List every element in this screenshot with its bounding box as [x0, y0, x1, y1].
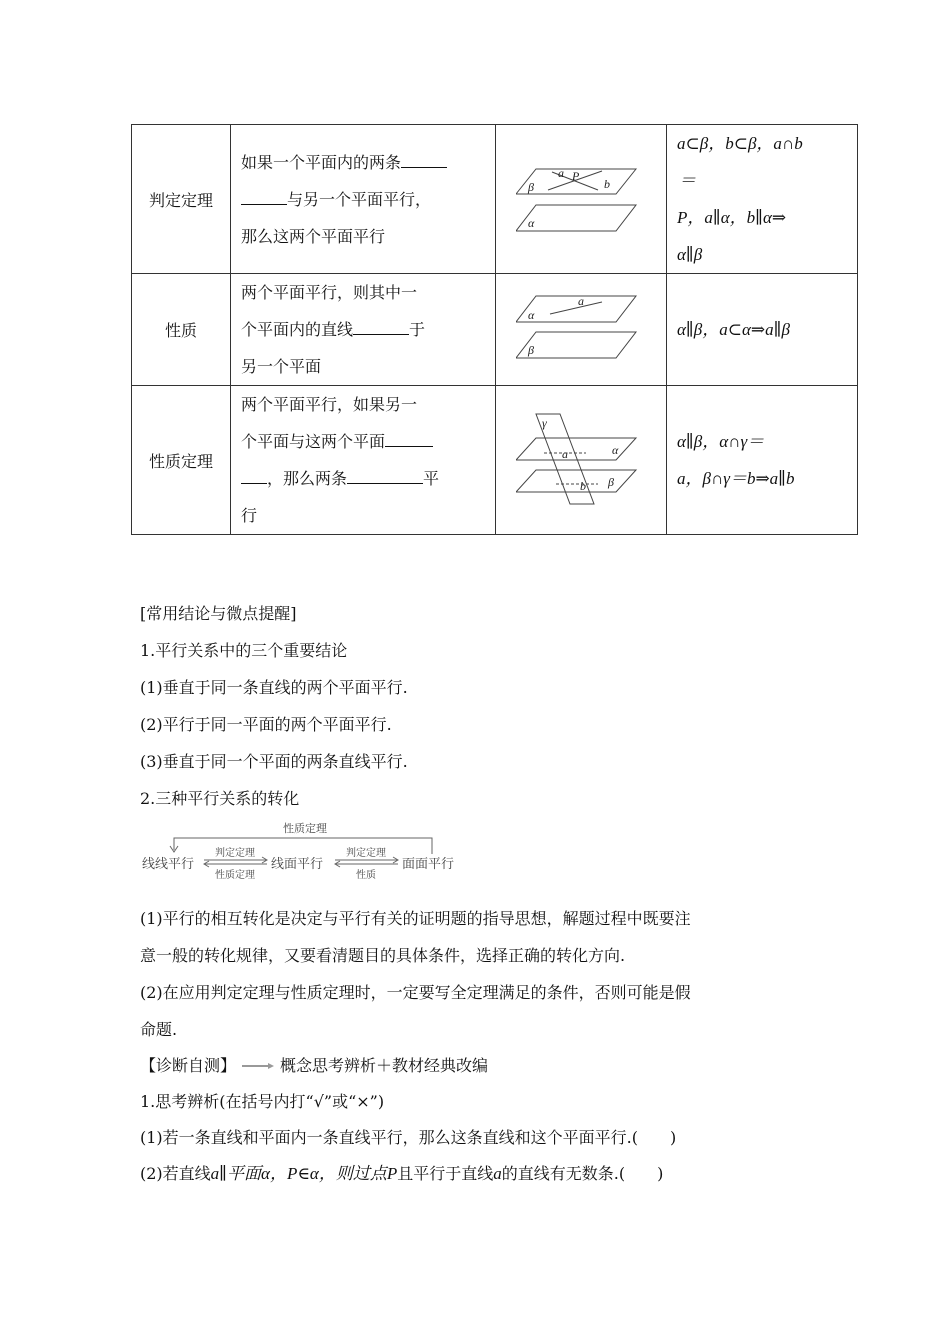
svg-text:a: a	[558, 166, 564, 180]
row-content: 如果一个平面内的两条 与另一个平面平行， 那么这两个平面平行	[231, 125, 496, 274]
parallel-relations-flow-diagram	[140, 818, 470, 884]
diagnosis-heading: 【诊断自测】 概念思考辨析＋教材经典改编	[140, 1056, 489, 1075]
svg-text:α: α	[612, 443, 619, 457]
flow-top-label: 性质定理	[283, 823, 327, 835]
formula-cell: α∥β，a⊂α⇒a∥β	[667, 274, 858, 386]
fill-blank	[347, 465, 423, 484]
svg-text:P: P	[572, 169, 580, 183]
svg-text:β: β	[528, 180, 534, 194]
flow-node: 线面平行	[271, 856, 324, 871]
question-item: (1)若一条直线和平面内一条直线平行，那么这条直线和这个平面平行.( )	[140, 1128, 677, 1147]
figure-cell	[496, 386, 667, 535]
item1-point: (1)垂直于同一条直线的两个平面平行.	[140, 678, 408, 697]
question-item: (2)若直线a∥平面α，P∈α，则过点P且平行于直线a的直线有无数条.( )	[140, 1164, 664, 1183]
row-content: 两个平面平行，则其中一 个平面内的直线 于 另一个平面	[231, 274, 496, 386]
table-row	[132, 386, 858, 535]
svg-text:β: β	[608, 475, 614, 489]
row-content: 两个平面平行，如果另一 个平面与这两个平面 ，那么两条 平 行	[231, 386, 496, 535]
note-paragraph-2: (2)在应用判定定理与性质定理时，一定要写全定理满足的条件，否则可能是假 命题.	[140, 983, 691, 1039]
item2-title: 2.三种平行关系的转化	[140, 789, 300, 808]
figure-cell	[496, 274, 667, 386]
formula-cell: a⊂β，b⊂β，a∩b ＝ P，a∥α，b∥α⇒ α∥β	[667, 125, 858, 274]
section-title: [常用结论与微点提醒]	[140, 604, 297, 623]
item1-point: (2)平行于同一平面的两个平面平行.	[140, 715, 392, 734]
svg-text:a: a	[562, 447, 568, 461]
row-title: 性质定理	[132, 386, 231, 535]
third-plane-cutting-figure	[516, 408, 646, 508]
formula-cell: α∥β，α∩γ＝ a，β∩γ＝b⇒a∥b	[667, 386, 858, 535]
table-row	[132, 274, 858, 386]
table-row	[132, 125, 858, 274]
svg-text:b: b	[604, 177, 610, 191]
arrow-icon	[242, 1062, 274, 1070]
note-paragraph-1: (1)平行的相互转化是决定与平行有关的证明题的指导思想，解题过程中既要注 意一般的转化规律，又要看清题目的具体条件，选择正确的转化方向.	[140, 909, 691, 965]
fill-blank	[385, 428, 433, 447]
flow-node: 线线平行	[142, 856, 195, 871]
svg-text:γ: γ	[542, 416, 547, 430]
row-title: 性质	[132, 274, 231, 386]
svg-text:α: α	[528, 307, 535, 322]
flow-arrow-label: 判定定理	[215, 848, 255, 859]
theorem-table	[131, 124, 858, 535]
flow-arrow-label: 判定定理	[346, 848, 386, 859]
fill-blank	[241, 186, 287, 205]
fill-blank	[401, 149, 447, 168]
row-title: 判定定理	[132, 125, 231, 274]
item1-title: 1.平行关系中的三个重要结论	[140, 641, 348, 660]
fill-blank	[353, 316, 409, 335]
fill-blank	[241, 465, 267, 484]
svg-text:β: β	[528, 342, 534, 357]
svg-text:a: a	[578, 293, 584, 308]
flow-arrow-label: 性质	[356, 870, 376, 881]
item1-point: (3)垂直于同一个平面的两条直线平行.	[140, 752, 408, 771]
question-title: 1.思考辨析(在括号内打“√”或“×”)	[140, 1092, 385, 1111]
two-planes-intersecting-lines-figure	[516, 157, 646, 237]
flow-arrow-label: 性质定理	[215, 870, 255, 881]
parallel-planes-line-figure	[516, 288, 646, 368]
svg-text:b: b	[580, 479, 586, 493]
flow-node: 面面平行	[402, 856, 455, 871]
figure-cell	[496, 125, 667, 274]
svg-text:α: α	[528, 216, 535, 230]
